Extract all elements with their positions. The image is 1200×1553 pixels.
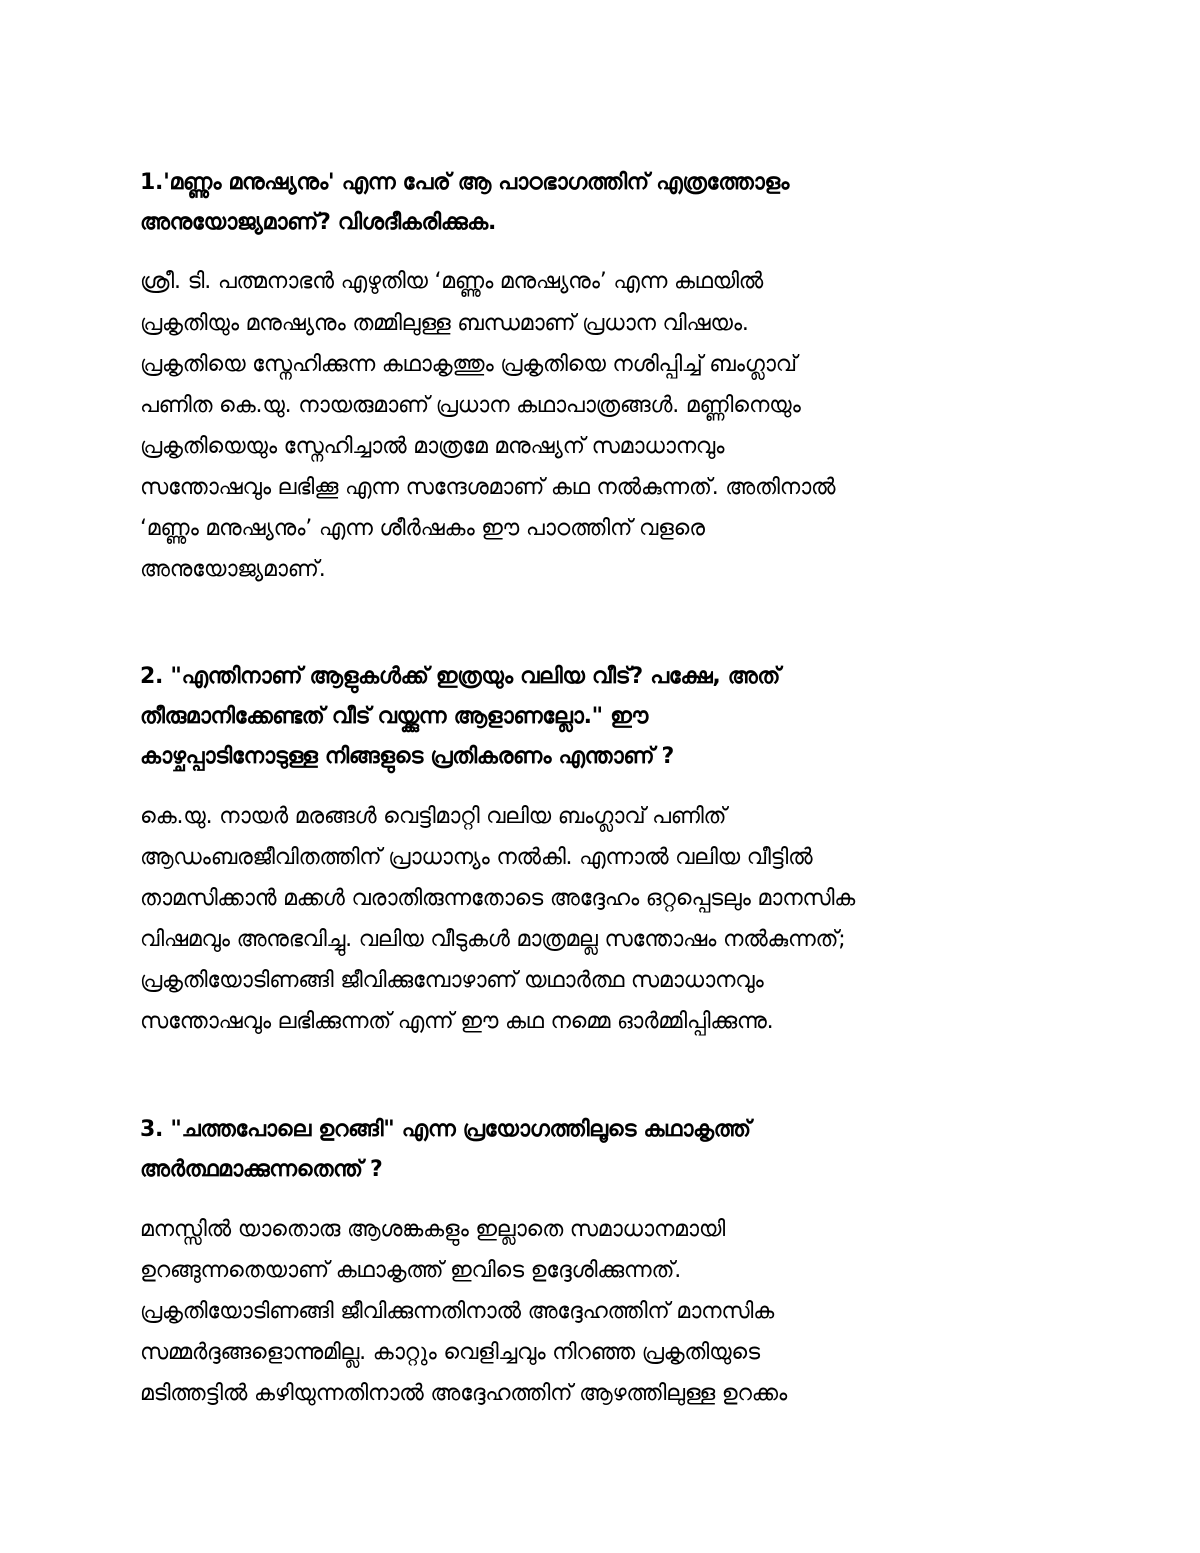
answer-1-line-6: സന്തോഷവും ലഭിക്കൂ എന്ന സന്ദേശമാണ് കഥ നൽകുന്നത്. അതിനാൽ bbox=[140, 475, 836, 500]
answer-1-line-3: പ്രകൃതിയെ സ്നേഹിക്കുന്ന കഥാകൃത്തും പ്രകൃതിയെ നശിപ്പിച്ച് ബംഗ്ലാവ് bbox=[140, 352, 797, 377]
answer-1-line-5: പ്രകൃതിയെയും സ്നേഹിച്ചാൽ മാത്രമേ മനുഷ്യന് സമാധാനവും bbox=[140, 434, 725, 459]
question-3-line-2: അർത്ഥമാക്കുന്നതെന്ത് ? bbox=[140, 1157, 383, 1182]
answer-1-line-8: അനുയോജ്യമാണ്. bbox=[140, 557, 326, 582]
answer-2-line-6: സന്തോഷവും ലഭിക്കുന്നത് എന്ന് ഈ കഥ നമ്മെ ഓർമ്മിപ്പിക്കുന്നു. bbox=[140, 1009, 774, 1034]
answer-2-line-4: വിഷമവും അനുഭവിച്ചു. വലിയ വീടുകൾ മാത്രമല്ല സന്തോഷം നൽകുന്നത്; bbox=[140, 927, 846, 952]
question-1-line-2: അനുയോജ്യമാണ്? വിശദീകരിക്കുക. bbox=[140, 210, 497, 235]
document-page bbox=[140, 0, 1070, 1553]
question-2-line-1: 2. "എന്തിനാണ് ആളുകൾക്ക് ഇത്രയും വലിയ വീട്? പക്ഷേ, അത് bbox=[140, 664, 781, 689]
answer-2-line-5: പ്രകൃതിയോടിണങ്ങി ജീവിക്കുമ്പോഴാണ് യഥാർത്ഥ സമാധാനവും bbox=[140, 968, 764, 993]
answer-1-line-2: പ്രകൃതിയും മനുഷ്യനും തമ്മിലുള്ള ബന്ധമാണ് പ്രധാന വിഷയം. bbox=[140, 311, 749, 336]
answer-3-line-1: മനസ്സിൽ യാതൊരു ആശങ്കകളും ഇല്ലാതെ സമാധാനമായി bbox=[140, 1217, 726, 1242]
question-2-line-2: തീരുമാനിക്കേണ്ടത് വീട് വയ്ക്കുന്ന ആളാണല്ലോ." ഈ bbox=[140, 704, 648, 729]
answer-3-line-5: മടിത്തട്ടിൽ കഴിയുന്നതിനാൽ അദ്ദേഹത്തിന് ആഴത്തിലുള്ള ഉറക്കം bbox=[140, 1381, 788, 1406]
question-2-line-3: കാഴ്ചപ്പാടിനോടുള്ള നിങ്ങളുടെ പ്രതികരണം എന്താണ് ? bbox=[140, 744, 674, 769]
answer-3-line-3: പ്രകൃതിയോടിണങ്ങി ജീവിക്കുന്നതിനാൽ അദ്ദേഹത്തിന് മാനസിക bbox=[140, 1299, 775, 1324]
answer-1-line-4: പണിത കെ.യു. നായരുമാണ് പ്രധാന കഥാപാത്രങ്ങൾ. മണ്ണിനെയും bbox=[140, 393, 801, 418]
question-1-line-1: 1.'മണ്ണും മനുഷ്യനും' എന്ന പേര് ആ പാഠഭാഗത്തിന് എത്രത്തോളം bbox=[140, 170, 790, 195]
answer-1-line-1: ശ്രീ. ടി. പത്മനാഭൻ എഴുതിയ ‘മണ്ണും മനുഷ്യനും’ എന്ന കഥയിൽ bbox=[140, 269, 764, 294]
answer-3-line-4: സമ്മർദ്ദങ്ങളൊന്നുമില്ല. കാറ്റും വെളിച്ചവും നിറഞ്ഞ പ്രകൃതിയുടെ bbox=[140, 1340, 760, 1365]
answer-3-line-2: ഉറങ്ങുന്നതെയാണ് കഥാകൃത്ത് ഇവിടെ ഉദ്ദേശിക്കുന്നത്. bbox=[140, 1258, 682, 1283]
answer-1-line-7: ‘മണ്ണും മനുഷ്യനും’ എന്ന ശീർഷകം ഈ പാഠത്തിന് വളരെ bbox=[140, 516, 705, 541]
answer-2-line-3: താമസിക്കാൻ മക്കൾ വരാതിരുന്നതോടെ അദ്ദേഹം ഒറ്റപ്പെടലും മാനസിക bbox=[140, 886, 856, 911]
question-3-line-1: 3. "ചത്തപോലെ ഉറങ്ങി" എന്ന പ്രയോഗത്തിലൂടെ കഥാകൃത്ത് bbox=[140, 1117, 751, 1142]
answer-2-line-2: ആഡംബരജീവിതത്തിന് പ്രാധാന്യം നൽകി. എന്നാൽ വലിയ വീട്ടിൽ bbox=[140, 845, 813, 870]
answer-2-line-1: കെ.യു. നായർ മരങ്ങൾ വെട്ടിമാറ്റി വലിയ ബംഗ്ലാവ് പണിത് bbox=[140, 804, 727, 829]
